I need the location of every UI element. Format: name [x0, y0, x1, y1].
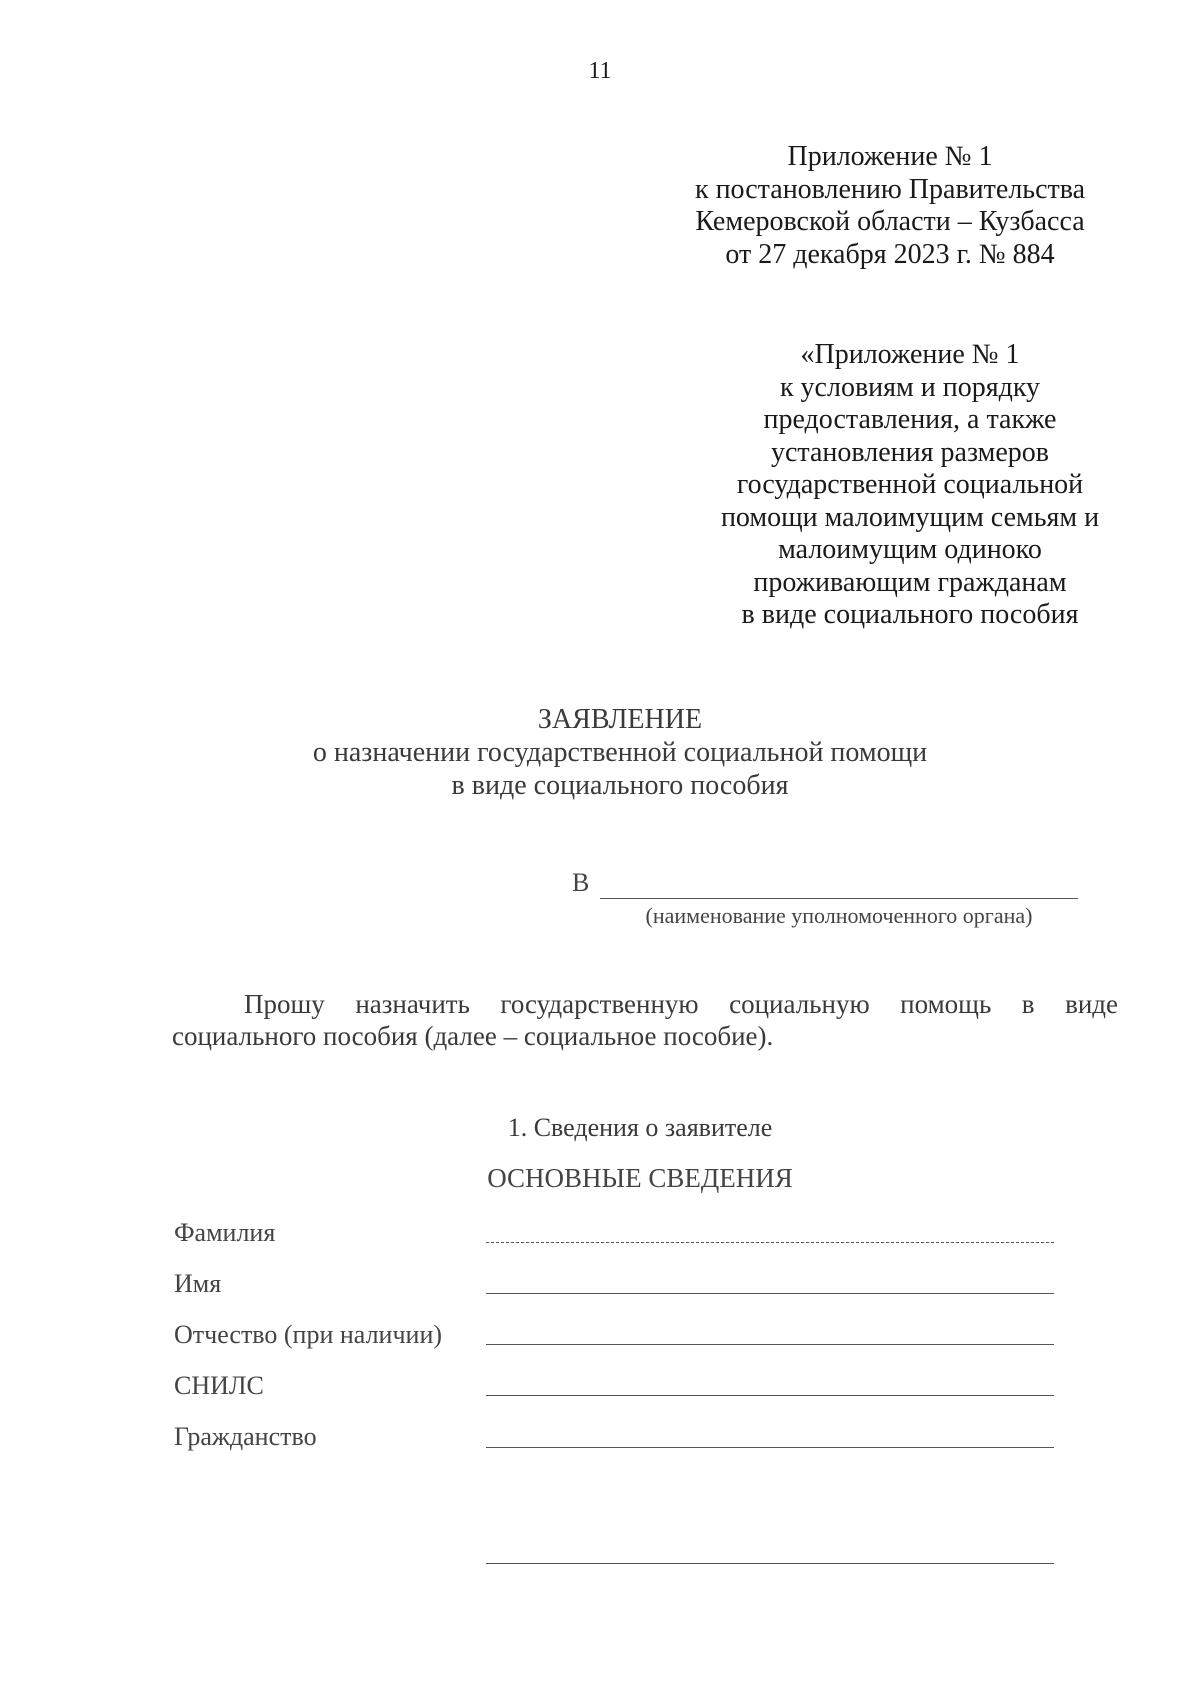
- annex-inner-line: малоимущим одиноко: [778, 534, 1042, 565]
- annex-header-line: Приложение № 1: [787, 141, 993, 172]
- title-line: о назначении государственной социальной помощи: [312, 737, 928, 768]
- document-title: [200, 703, 1040, 802]
- annex-header-line: от 27 декабря 2023 г. № 884: [725, 238, 1055, 270]
- annex-inner: [700, 339, 1120, 632]
- section-subtitle: ОСНОВНЫЕ СВЕДЕНИЯ: [487, 1163, 793, 1193]
- recipient-input-line[interactable]: [600, 898, 1078, 899]
- annex-inner-line: установления размеров: [771, 436, 1049, 468]
- title-heading: ЗАЯВЛЕНИЕ: [537, 704, 703, 735]
- extra-input-line[interactable]: [486, 1563, 1054, 1564]
- annex-header: [660, 141, 1120, 271]
- field-label-name: Имя: [174, 1269, 222, 1298]
- annex-inner-line: «Приложение № 1: [800, 339, 1020, 370]
- field-label-surname: Фамилия: [174, 1218, 276, 1247]
- surname-field[interactable]: [486, 1242, 1054, 1243]
- annex-inner-line: предоставления, а также: [763, 404, 1057, 435]
- recipient-caption: (наименование уполномоченного органа): [645, 903, 1033, 928]
- page-number: 11: [588, 58, 612, 84]
- annex-inner-line: государственной социальной: [736, 469, 1084, 500]
- request-paragraph: [172, 988, 1118, 1052]
- section-title: 1. Сведения о заявителе: [507, 1113, 773, 1142]
- field-label-citizenship: Гражданство: [174, 1422, 317, 1451]
- recipient-prefix: В: [572, 868, 590, 897]
- request-line: социального пособия (далее – социальное пособие).: [172, 1021, 774, 1051]
- annex-inner-line: в виде социального пособия: [741, 599, 1079, 630]
- field-label-snils: СНИЛС: [174, 1371, 264, 1400]
- annex-header-line: к постановлению Правительства: [694, 173, 1086, 205]
- title-line: в виде социального пособия: [451, 770, 789, 801]
- annex-inner-line: к условиям и порядку: [779, 371, 1041, 403]
- annex-inner-line: помощи малоимущим семьям и: [720, 501, 1100, 533]
- annex-inner-line: проживающим гражданам: [753, 566, 1067, 598]
- name-field[interactable]: [486, 1293, 1054, 1294]
- field-label-patronymic: Отчество (при наличии): [174, 1320, 443, 1349]
- annex-header-line: Кемеровской области – Кузбасса: [695, 206, 1085, 237]
- request-line: Прошу назначить государственную социальную помощь в виде: [244, 989, 1118, 1019]
- snils-field[interactable]: [486, 1395, 1054, 1396]
- patronymic-field[interactable]: [486, 1344, 1054, 1345]
- citizenship-field[interactable]: [486, 1447, 1054, 1448]
